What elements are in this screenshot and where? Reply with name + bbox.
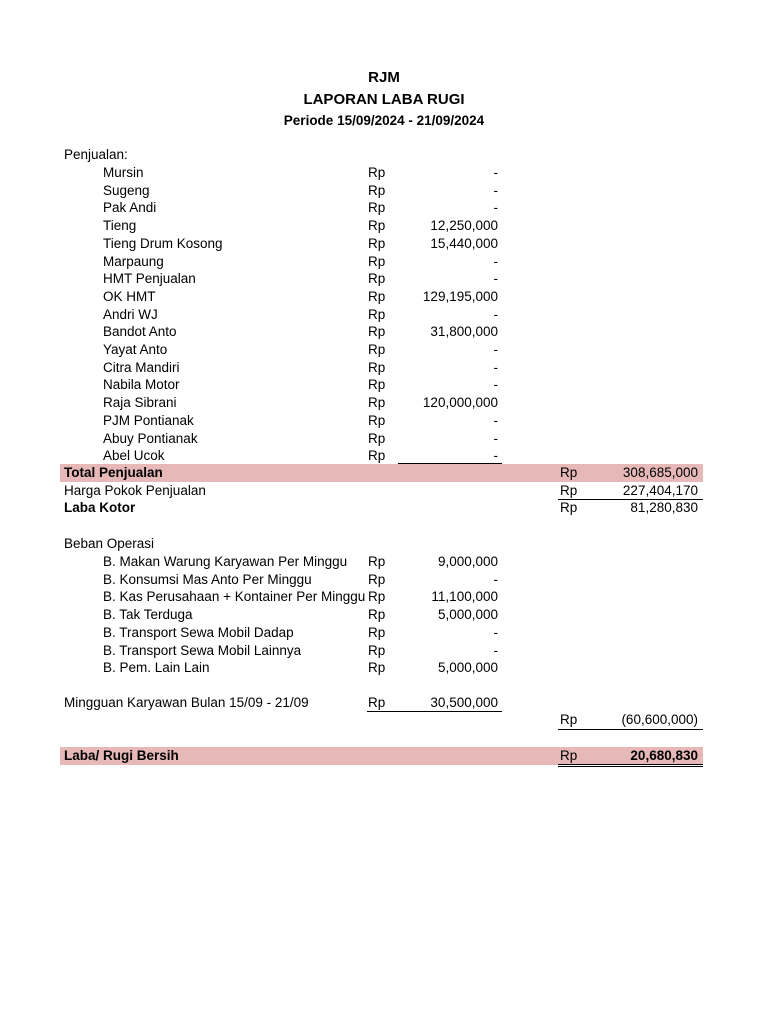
currency-label: Rp <box>560 465 578 480</box>
sales-item-name: Citra Mandiri <box>103 359 180 375</box>
currency-label: Rp <box>368 253 386 269</box>
currency-label: Rp <box>368 200 386 216</box>
sales-item-row <box>0 341 768 359</box>
gross-profit-row <box>0 499 768 517</box>
currency-label: Rp <box>368 288 386 304</box>
sales-item-name: Nabila Motor <box>103 377 180 393</box>
sales-item-amount: - <box>493 253 498 269</box>
sales-item-row <box>0 235 768 253</box>
expense-item-amount: 5,000,000 <box>437 660 498 676</box>
currency-label: Rp <box>560 748 578 763</box>
currency-label: Rp <box>368 642 386 658</box>
sales-item-name: HMT Penjualan <box>103 271 196 287</box>
sales-item-name: Pak Andi <box>103 200 157 216</box>
expense-item-name: B. Transport Sewa Mobil Dadap <box>103 624 294 640</box>
sales-item-row <box>0 217 768 235</box>
cogs-value: 227,404,170 <box>622 483 698 498</box>
expense-item-amount: 5,000,000 <box>437 607 498 623</box>
sales-item-row <box>0 412 768 430</box>
expense-item-amount: 9,000,000 <box>437 554 498 569</box>
total-sales-value: 308,685,000 <box>622 465 698 480</box>
currency-label: Rp <box>368 342 386 357</box>
expense-item-amount: 11,100,000 <box>431 589 498 605</box>
expenses-heading: Beban Operasi <box>64 536 155 551</box>
currency-label: Rp <box>368 324 386 340</box>
total-sales-row <box>0 464 768 482</box>
sales-item-row <box>0 394 768 412</box>
sales-item-row <box>0 376 768 394</box>
sales-item-row <box>0 164 768 182</box>
sales-item-name: Raja Sibrani <box>103 395 177 411</box>
expense-item-row <box>0 642 768 660</box>
currency-label: Rp <box>368 235 386 251</box>
currency-label: Rp <box>368 165 386 180</box>
currency-label: Rp <box>560 500 578 515</box>
net-profit-row <box>0 747 768 765</box>
currency-label: Rp <box>368 695 386 710</box>
expense-item-name: B. Tak Terduga <box>103 607 193 623</box>
sales-item-amount: - <box>493 412 498 428</box>
currency-label: Rp <box>368 306 386 322</box>
sales-item-amount: - <box>493 448 498 464</box>
sales-item-row <box>0 359 768 377</box>
expenses-total-underline <box>558 729 703 730</box>
sales-item-amount: - <box>493 271 498 287</box>
currency-label: Rp <box>368 430 386 446</box>
sales-item-amount: - <box>493 182 498 198</box>
currency-label: Rp <box>368 271 386 287</box>
sales-item-row <box>0 288 768 306</box>
weekly-wages-value: 30,500,000 <box>430 695 498 710</box>
expense-item-amount: - <box>493 571 498 587</box>
sales-heading-row <box>0 146 768 164</box>
sales-item-row <box>0 199 768 217</box>
sales-item-name: Bandot Anto <box>103 324 177 340</box>
expense-item-name: B. Pem. Lain Lain <box>103 660 210 676</box>
sales-item-amount: - <box>493 359 498 375</box>
sales-item-amount: - <box>493 200 498 216</box>
sales-item-amount: 129,195,000 <box>422 288 498 304</box>
sales-item-row <box>0 182 768 200</box>
expense-item-name: B. Transport Sewa Mobil Lainnya <box>103 642 302 658</box>
expense-item-amount: - <box>493 642 498 658</box>
gross-profit-label: Laba Kotor <box>64 500 136 515</box>
net-profit-underline-2 <box>558 766 703 767</box>
currency-label: Rp <box>368 412 386 428</box>
sales-item-name: OK HMT <box>103 288 156 304</box>
sales-item-amount: - <box>493 342 498 357</box>
report-title: LAPORAN LABA RUGI <box>303 91 465 108</box>
currency-label: Rp <box>368 571 386 587</box>
sales-item-amount: 15,440,000 <box>430 235 498 251</box>
sales-item-name: Marpaung <box>103 253 164 269</box>
currency-label: Rp <box>368 218 386 234</box>
expense-item-name: B. Konsumsi Mas Anto Per Minggu <box>103 571 312 587</box>
net-profit-label: Laba/ Rugi Bersih <box>64 748 179 763</box>
sales-item-name: Abel Ucok <box>103 448 165 464</box>
expense-item-row <box>0 659 768 677</box>
expense-item-row <box>0 606 768 624</box>
expense-item-amount: - <box>493 624 498 640</box>
sales-item-amount: 31,800,000 <box>430 324 498 340</box>
expense-item-row <box>0 588 768 606</box>
expenses-total-value: (60,600,000) <box>621 712 698 727</box>
currency-label: Rp <box>368 359 386 375</box>
sales-item-name: Abuy Pontianak <box>103 430 198 446</box>
currency-label: Rp <box>560 483 578 498</box>
currency-label: Rp <box>368 182 386 198</box>
sales-item-row <box>0 430 768 448</box>
sales-item-row <box>0 253 768 271</box>
weekly-wages-label: Mingguan Karyawan Bulan 15/09 - 21/09 <box>64 695 309 710</box>
expense-item-name: B. Makan Warung Karyawan Per Minggu <box>103 554 348 569</box>
sales-item-name: Tieng <box>103 218 137 234</box>
sales-item-row <box>0 306 768 324</box>
report-period: Periode 15/09/2024 - 21/09/2024 <box>283 113 485 128</box>
currency-label: Rp <box>368 624 386 640</box>
currency-label: Rp <box>368 660 386 676</box>
expense-item-row <box>0 624 768 642</box>
sales-item-amount: - <box>493 165 498 180</box>
currency-label: Rp <box>368 607 386 623</box>
total-sales-label: Total Penjualan <box>64 465 163 480</box>
sales-item-name: Sugeng <box>103 182 150 198</box>
sales-item-name: PJM Pontianak <box>103 412 194 428</box>
expense-item-row <box>0 571 768 589</box>
sales-item-row <box>0 447 768 465</box>
sales-item-name: Mursin <box>103 165 144 180</box>
sales-item-name: Yayat Anto <box>103 342 168 357</box>
sales-item-row <box>0 270 768 288</box>
net-profit-value: 20,680,830 <box>630 748 698 763</box>
sales-item-name: Andri WJ <box>103 306 158 322</box>
currency-label: Rp <box>560 712 578 727</box>
currency-label: Rp <box>368 554 386 569</box>
sales-item-amount: 120,000,000 <box>422 395 498 411</box>
currency-label: Rp <box>368 377 386 393</box>
sales-item-amount: 12,250,000 <box>430 218 498 234</box>
sales-item-name: Tieng Drum Kosong <box>103 235 223 251</box>
net-profit-underline-1 <box>558 764 703 765</box>
report-title-company: RJM <box>368 69 400 86</box>
cogs-row <box>0 482 768 500</box>
cogs-label: Harga Pokok Penjualan <box>64 483 206 498</box>
sales-heading: Penjualan: <box>64 147 128 162</box>
expenses-total-row <box>0 711 768 729</box>
sales-item-amount: - <box>493 377 498 393</box>
currency-label: Rp <box>368 589 386 605</box>
expense-item-row <box>0 553 768 571</box>
sales-item-amount: - <box>493 430 498 446</box>
gross-profit-value: 81,280,830 <box>630 500 698 515</box>
sales-item-amount: - <box>493 306 498 322</box>
expenses-heading-row <box>0 535 768 553</box>
currency-label: Rp <box>368 448 386 464</box>
currency-label: Rp <box>368 395 386 411</box>
weekly-wages-row <box>0 694 768 712</box>
expense-item-name: B. Kas Perusahaan + Kontainer Per Minggu <box>103 589 366 605</box>
sales-item-row <box>0 323 768 341</box>
